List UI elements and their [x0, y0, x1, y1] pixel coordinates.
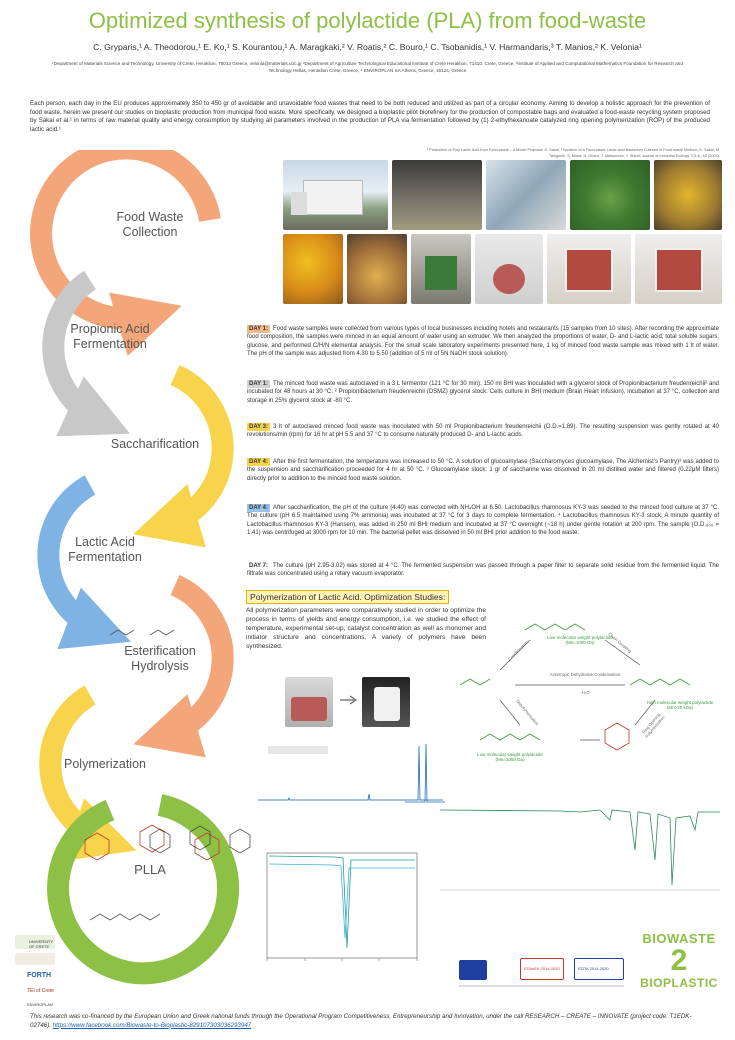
day-block-1 — [247, 325, 719, 359]
facebook-link[interactable]: https://www.facebook.com/Biowaste-to-Bioplastic-829107303036293947 — [52, 1021, 252, 1029]
day-block-3 — [247, 423, 719, 440]
reaction-scheme — [440, 600, 730, 770]
scheme-water: -H₂O — [580, 690, 590, 695]
day-tag: DAY 3: — [249, 424, 269, 430]
photo-jar — [475, 234, 543, 304]
day-text: After saccharification, the pH of the culture (4.40) was corrected with NH₄OH at 6.50. Lactobacillus rhamnosus KY-3 was seeded to the minced food culture at 37 °C. The culture (pH 6.5 maintained using 7% ammonia) was incubated at 37 °C for 3 days to complete fermentation. ⁴ Lactobacillus rhamnosus KY-3 stock: A minute quantity of Lactobacillus rhamnosus KY-3 (Hansen), was added in 250 ml BHI medium and incubated at 37 °C overnight (~18 h) under gentle rotation at 200 rpm. The sample (O.D.₆₀₀ = 1.41) was centrifuged at 3000 rpm for 10 min. The bacterial pellet was dissolved in 50 ml BHI prior addition to the food waste. — [247, 505, 719, 537]
logo-enviroplan: ENVIROPLAN — [27, 1002, 53, 1007]
photo-sample-bag-2 — [635, 234, 722, 304]
biowaste-brand — [634, 931, 724, 990]
ir-spectrum — [440, 790, 720, 900]
day-text: The culture (pH 2.95-3.02) was stored at 4 °C. The fermented suspension was passed through a paper filter to separate solid residue from the fermented liquid. The filtrate was concentrated using a rotary vacuum evaporator. — [247, 563, 719, 578]
arrow-right-icon — [338, 693, 360, 707]
photo-unloading — [392, 160, 482, 230]
photo-oranges — [283, 234, 343, 304]
authors-line: C. Gryparis,¹ A. Theodorou,¹ E. Ko,¹ S. Kourantou,¹ A. Maragkaki,² V. Roatis,² C. Bouro,¹ C. Tsobanidis,¹ V. Harmandaris,³ T. Manios,² K. Velonia¹ — [93, 42, 642, 52]
plla-chain-structure — [90, 914, 160, 920]
day-tag: DAY 1: — [249, 326, 269, 332]
photo-truck — [283, 160, 388, 230]
poster-title: Optimized synthesis of polylactide (PLA) from food-waste — [88, 8, 647, 33]
day-tag: DAY 7: — [249, 563, 269, 569]
day-block-5 — [247, 504, 719, 538]
logo-divider — [459, 985, 624, 987]
affiliations: ¹Department of Materials Science and Technology, University of Crete, Heraklion, 70013 Greece, velonia@materials.uoc.gr ²Department of Agriculture Technological Educational Institute of Crete Heraklion, 71410, Crete, Greece, ³Institute of Applied and Computational Mathematics Foundation for Research and Technology Hellas, Heraklion Crete, Greece, ⁴ ENVIROPLAN SA Athens, Greece, 15124, Greece — [52, 61, 683, 73]
day-block-4 — [247, 458, 719, 483]
stage-plla: PLLA — [134, 862, 166, 877]
process-cycle — [0, 150, 270, 1020]
logo-epanek: ΕΠΑνΕΚ 2014-2020 — [520, 958, 564, 980]
photo-caption: ¹ Production of Poly Lactic Acid from Food-waste – A Model Proposal, K. Sakai; ² Isolation of a Food-waste Lactic acid Bacterium Cultured in Food waste Medium; K. Sakai, M. Taniguchi, S. Miura, H. Ohara, T. Matsumoto, Y. Shirai, Journal of Industrial Ecology 7(3-4), 63 (2003). — [426, 148, 720, 158]
scheme-top-product: Low molecular weight polylactide (Mn=1000 Da) — [547, 635, 613, 645]
photo-waste-pile — [654, 160, 722, 230]
logo-forth: FORTH — [27, 972, 52, 979]
polymerization-text: All polymerization parameters were comparatively studied in order to optimize the process in terms of yields and energy consumption, i.e. we studied the effect of temperature, experimental set-up, catalyst concentration as well as monomer and initiator structure and concentrations. A variety of polymers have been synthesized. — [246, 607, 486, 650]
stage-esterification: Esterification Hydrolysis — [124, 644, 196, 673]
scheme-step-rop: Ring Opening Polymerization — [640, 711, 666, 739]
stage-food-waste: Food Waste Collection — [116, 210, 184, 239]
stage-lactic: Lactic Acid Fermentation — [68, 535, 142, 564]
brand-line2: BIOPLASTIC — [640, 976, 718, 990]
day-block-2 — [247, 380, 719, 405]
logo-eu — [459, 960, 487, 980]
nmr-spectrum-2 — [405, 740, 445, 810]
day-tag: DAY 1: — [249, 381, 269, 387]
day-text: After the first fermentation, the temperature was increased to 50 °C. A solution of glucoamylase (Saccharomyces glucoamylase, The Alchemist's Pantry)³ was added to the suspension and saccharification proceeded for 4 hr at 50 °C. ³ Glucoamylase stock: 1 gr of saccharine was dissolved in 20 ml distilled water and filtered (0.22μM filters) directly prior to addition to the minced food waste solution. — [247, 459, 719, 482]
photo-bin — [570, 160, 650, 230]
day-text: 3 lt of autoclaved minced food waste was inoculated with 50 ml Propionibacterium freudenreichii (O.D.=1.89). The resulting suspension was gently rotated at 40 revolutions/min (rpm) for 16 hr at pH 5.5 and 37 °C to consume naturally produced D- and L-lactic acids. — [247, 424, 719, 439]
logo-tei: TEI of Crete — [27, 988, 54, 994]
pla-structures — [140, 810, 260, 870]
photo-bags — [486, 160, 566, 230]
brand-line1: BIOWASTE — [642, 931, 716, 946]
logo-espa: ΕΣΠΑ 2014-2020 — [574, 958, 624, 980]
funding-note — [30, 1013, 710, 1030]
scheme-bottom-product: Low molecular weight polylactide (Mn=1000 Da) — [477, 752, 543, 762]
stage-propionic: Propionic Acid Fermentation — [70, 322, 150, 351]
scheme-step-condensation: Condensation — [507, 639, 529, 662]
day-tag: DAY 4: — [249, 505, 269, 511]
photo-scale — [411, 234, 471, 304]
day-text: Food waste samples were collected from various types of local businesses including hotels and restaurants (15 samples from 10 sites). After recording the approximate food composition, the samples were minced in an equal amount of water using an extruder. We then analyzed the proportions of water, D- and L-lactic acid, total soluble sugars, glucose, and performed C/H/N elemental analysis. For the small scale laboratory experiments presented here, 1 kg of minced food waste sample was mixed with 1 lt of water. The pH of the sample was adjusted from 4.30 to 5.50 (addition of 5 ml of 5N NaOH stock solution). — [247, 326, 719, 358]
photo-flask-white — [362, 677, 410, 727]
scheme-middle-note: Azeotropic Dehydrative Condensation — [549, 672, 621, 677]
polymerization-heading: Polymerization of Lactic Acid. Optimization Studies: — [246, 590, 449, 604]
lactic-acid-structures — [110, 630, 174, 635]
logo-uoc: UNIVERSITY OF CRETE — [15, 935, 55, 949]
scheme-step-depolymerization: Depolymerization — [515, 698, 540, 727]
funding-text: This research was co-financed by the European Union and Greek national funds through the Operational Program Competitiveness, Entrepreneurship and Innovation, under the call RESEARCH – CREATE – INNOVATE (project code: T1EDK-02746). — [30, 1013, 692, 1029]
logo-emblem — [15, 953, 55, 965]
day-block-7 — [247, 562, 719, 579]
scheme-right-product: High molecular weight polylactide (Mn>20 kDa) — [646, 700, 714, 710]
scheme-step-chain-coupling: Chain Coupling — [607, 631, 633, 654]
thermogram — [255, 848, 425, 973]
abstract-text: Each person, each day in the EU produces approximately 350 to 450 gr of avoidable and unavoidable food wastes that need to be both reduced and utilized as part of a circular economy. Aiming to develop a holistic approach for the prevention of food waste, herein we present our studies on bioplastic production from municipal food waste. More specifically, we designed a bioplastic pilot biorefinery for the production of compostable bags and evaluated a food-waste recycling system proposed by Sakai et al.¹ in terms of raw material quality and energy consumption by studying all parameters involved in the production of PLA via fermentation followed by (1) 2-ethylhexanoate catalyzed ring opening polymerization (ROP) of the produced lactic acid.¹ — [30, 100, 710, 134]
photo-fruit — [347, 234, 407, 304]
stage-saccharification: Saccharification — [110, 437, 200, 451]
photo-flask-red — [285, 677, 333, 727]
day-tag: DAY 4: — [249, 459, 269, 465]
stage-polymerization: Polymerization — [64, 757, 146, 771]
brand-numeral: 2 — [670, 944, 688, 977]
day-text: The minced food waste was autoclaved in a 3 L fermentor (121 °C for 30 min). 150 ml BHI was inoculated with a glycerol stock of Propionibacterium freudenreichii² and incubated for 48 hours at 30 °C. ² Propionibacterium freudenreichii (DSMZ) glycerol stock: Cells culture in BHI medium (Brain Heart Infusion), incubation at 37 °C, collection and storage in 25% glycerol stock at -80 °C. — [247, 381, 719, 404]
photo-sample-bag-1 — [547, 234, 631, 304]
